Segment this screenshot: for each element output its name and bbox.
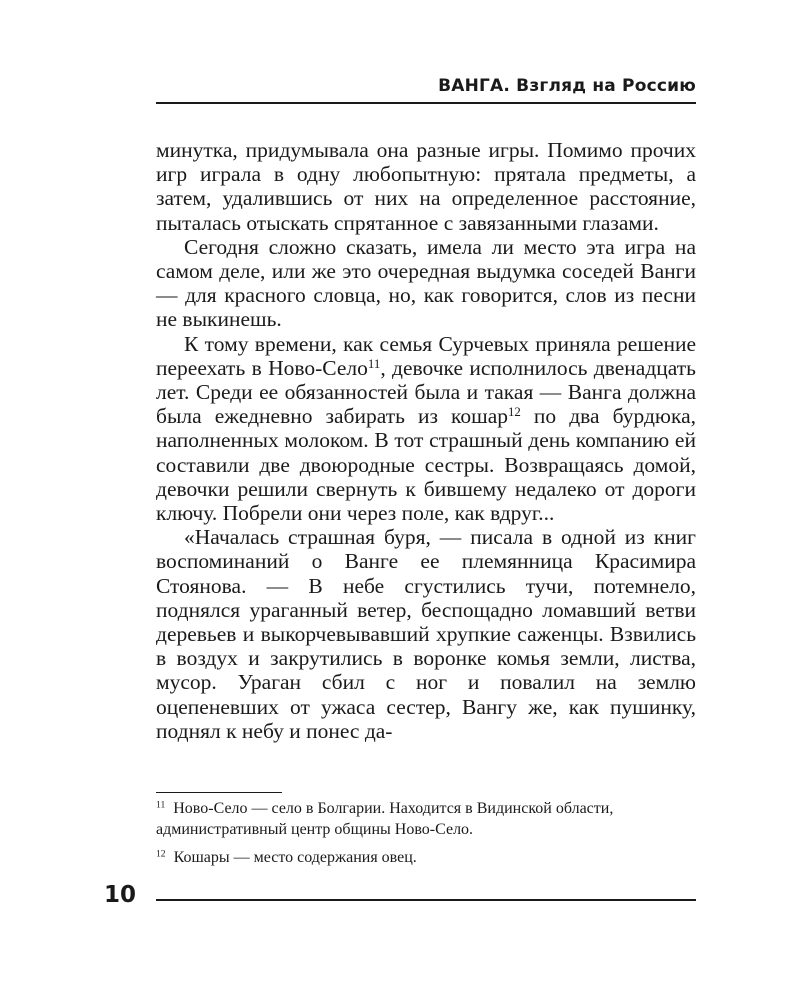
footnote-text-12: Кошары — место содержания овец. <box>173 849 417 866</box>
paragraph-3 <box>156 332 696 526</box>
paragraph-3-part-2: , девочке исполнилось двенадцать лет. Среди ее обязанностей была и такая — Ванга должна была ежедневно забирать из кошар <box>156 355 696 429</box>
page-number: 10 <box>104 882 137 908</box>
paragraph-1: минутка, придумывала она разные игры. Помимо прочих игр играла в одну любопытную: прятала предметы, а затем, удалившись от них на определенное расстояние, пыталась отыскать спрятанное с завязанными глазами. <box>156 138 696 235</box>
footnote-12 <box>156 847 696 868</box>
footnote-text-11: Ново-Село — село в Болгарии. Находится в Видинской области, административный центр общины Ново-Село. <box>156 800 614 838</box>
footnote-mark-12: 12 <box>156 848 166 860</box>
footnote-ref-11[interactable]: 11 <box>367 356 381 371</box>
footnote-rule <box>156 792 282 793</box>
body-text <box>156 138 696 743</box>
paragraph-2: Сегодня сложно сказать, имела ли место эта игра на самом деле, или же это очередная выдумка соседей Ванги — для красного словца, но, как говорится, слов из песни не выкинешь. <box>156 234 696 332</box>
paragraph-4: «Началась страшная буря, — писала в одной из книг воспоминаний о Ванге ее племянница Красимира Стоянова. — В небе сгустились тучи, потемнело, поднялся ураганный ветер, беспощадно ломавший ветви деревьев и выкорчевывавший хрупкие саженцы. Взвились в воздух и закрутились в воронке комья земли, листва, мусор. Ураган сбил с ног и повалил на землю оцепеневших от ужаса сестер, Вангу же, как пушинку, поднял к небу и понес да- <box>156 525 696 743</box>
footnote-mark-11: 11 <box>156 799 166 811</box>
paragraph-3-part-1: К тому времени, как семья Сурчевых приняла решение переехать в Ново-Село <box>156 331 696 380</box>
footnote-11 <box>156 798 696 840</box>
paragraph-3-part-3: по два бурдюка, наполненных молоком. В тот страшный день компанию ей составили две двоюродные сестры. Возвращаясь домой, девочки решили свернуть к бившему недалеко от дороги ключу. Побрели они через поле, как вдруг... <box>156 404 696 526</box>
footnote-ref-12[interactable]: 12 <box>507 405 521 420</box>
footer-rule <box>156 899 696 901</box>
footnotes <box>156 798 696 875</box>
header-rule <box>156 102 696 104</box>
running-head: ВАНГА. Взгляд на Россию <box>438 76 696 96</box>
